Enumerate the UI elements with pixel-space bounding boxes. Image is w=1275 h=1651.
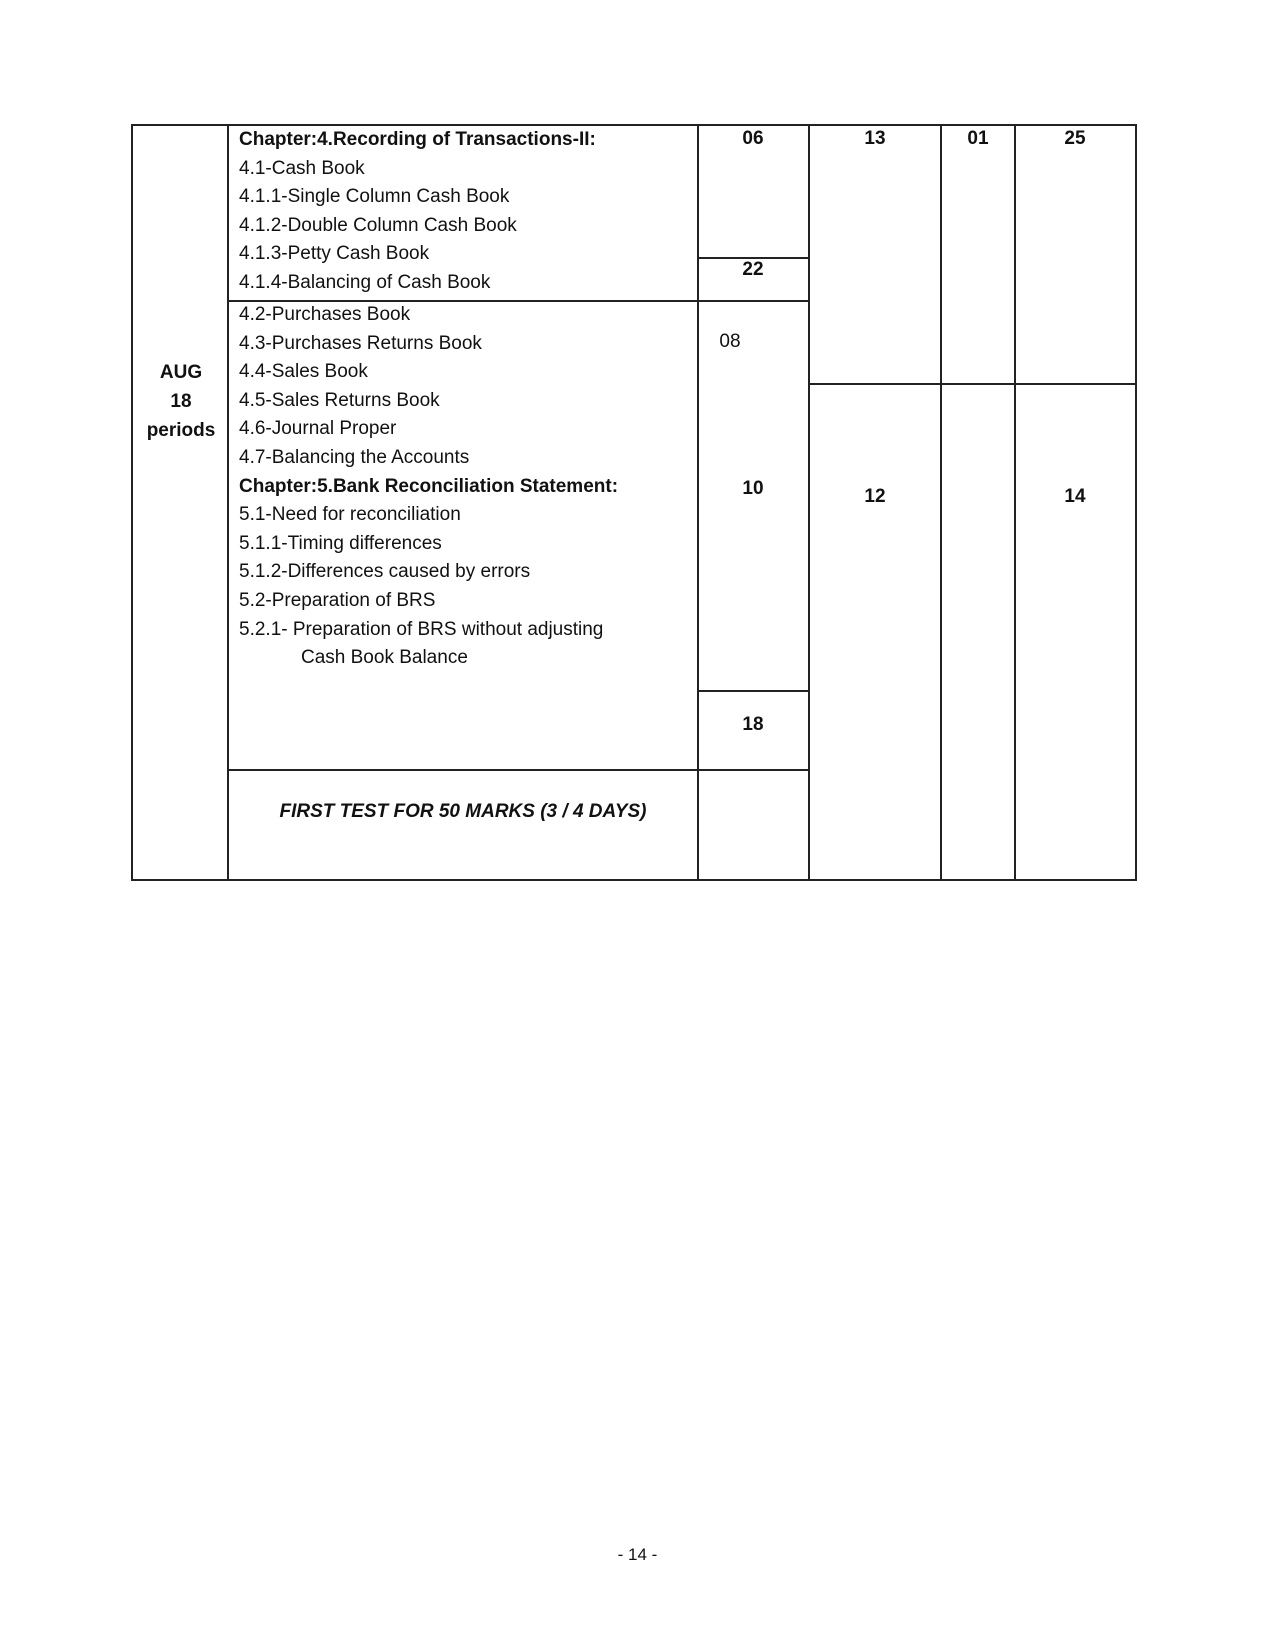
periods-label: periods (146, 420, 216, 441)
chapter-heading: Chapter:5.Bank Reconciliation Statement: (239, 475, 619, 497)
date-cell: 08 (719, 331, 741, 352)
value-cell: 14 (1064, 486, 1086, 507)
table-divider (227, 769, 810, 771)
topic-line: 4.1.1-Single Column Cash Book (239, 186, 510, 208)
value-cell: 01 (967, 128, 989, 149)
topic-line: 4.1.4-Balancing of Cash Book (239, 271, 491, 293)
topic-line-continuation: Cash Book Balance (301, 647, 468, 669)
topic-line: 4.7-Balancing the Accounts (239, 446, 470, 468)
topic-block-1 (239, 126, 596, 298)
table-divider (808, 383, 1137, 385)
topic-line: 5.1-Need for reconciliation (239, 504, 461, 526)
date-cell: 10 (742, 478, 764, 499)
periods-number: 18 (170, 391, 192, 412)
topic-line: 4.6-Journal Proper (239, 418, 397, 440)
value-cell: 13 (864, 128, 886, 149)
topic-line: 5.1.2-Differences caused by errors (239, 561, 531, 583)
value-cell: 25 (1064, 128, 1086, 149)
topic-line: 4.5-Sales Returns Book (239, 389, 440, 411)
topic-line: 4.1-Cash Book (239, 157, 365, 179)
chapter-heading: Chapter:4.Recording of Transactions-II: (239, 129, 596, 150)
topic-line: 4.1.2-Double Column Cash Book (239, 214, 517, 236)
page-number: - 14 - (617, 1545, 658, 1564)
date-cell: 22 (742, 259, 764, 280)
table-divider (940, 124, 942, 881)
date-cell: 06 (742, 128, 764, 149)
month-cell (133, 358, 229, 445)
table-divider (227, 124, 229, 881)
table-divider (808, 124, 810, 881)
value-cell: 12 (864, 486, 886, 507)
test-row-label: FIRST TEST FOR 50 MARKS (3 / 4 DAYS) (279, 801, 647, 822)
topic-line: 4.1.3-Petty Cash Book (239, 243, 430, 265)
topic-block-2 (239, 301, 618, 673)
month-label: AUG (159, 362, 203, 383)
topic-line: 4.2-Purchases Book (239, 304, 411, 325)
topic-line: 5.1.1-Timing differences (239, 532, 442, 554)
table-divider (697, 690, 810, 692)
topic-line: 5.2.1- Preparation of BRS without adjusting (239, 618, 604, 640)
topic-line: 5.2-Preparation of BRS (239, 589, 436, 611)
date-cell: 18 (742, 714, 764, 735)
table-divider (1014, 124, 1016, 881)
table-divider (697, 124, 699, 881)
topic-line: 4.4-Sales Book (239, 361, 368, 383)
topic-line: 4.3-Purchases Returns Book (239, 332, 482, 354)
